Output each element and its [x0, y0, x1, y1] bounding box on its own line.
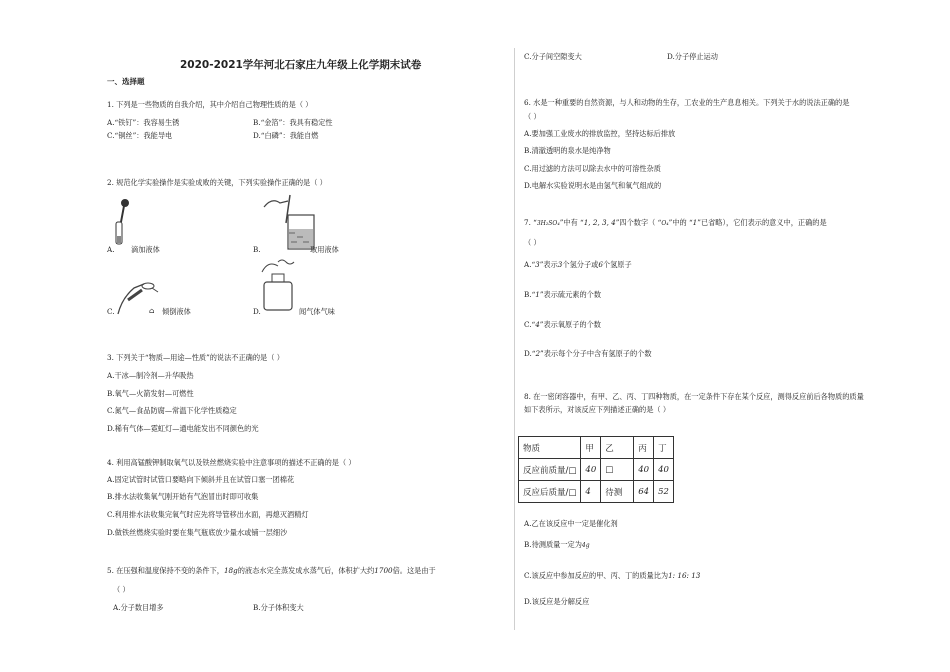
q4-stem: 4. 利用高锰酸钾制取氧气以及铁丝燃烧实验中注意事项的描述不正确的是（ ） — [107, 458, 356, 467]
table-header-row — [519, 437, 674, 459]
q4-option-d: D.做铁丝燃烧实验时要在集气瓶底放少量水或铺一层细沙 — [107, 528, 288, 537]
section-heading: 一、选择题 — [107, 77, 145, 86]
q5-option-d: D.分子停止运动 — [667, 52, 718, 61]
table-header: 物质 — [519, 437, 581, 459]
q6-paren: （ ） — [524, 112, 541, 121]
q7-stem-part4: ”中的 “ — [668, 218, 693, 227]
q8-option-b — [524, 540, 590, 550]
q7-a-num2: 6 — [598, 260, 603, 269]
table-cell: 待测 — [601, 481, 634, 503]
q8-option-d: D.该反应是分解反应 — [524, 597, 590, 606]
q2-option-d-letter: D. — [253, 307, 261, 316]
table-header: 甲 — [581, 437, 601, 459]
q3-option-b: B.氧气—火箭发射—可燃性 — [107, 389, 194, 398]
table-cell: 反应前质量/□ — [519, 459, 581, 481]
q7-c-symbol: 4 — [535, 320, 540, 329]
q7-one: 1 — [692, 218, 698, 227]
q7-a-post: 个氢原子 — [602, 260, 632, 269]
q2-option-a-letter: A. — [107, 245, 115, 254]
q8-stem-line2: 如下表所示，对该反应下列描述正确的是（ ） — [524, 405, 671, 414]
table-header: 丁 — [654, 437, 674, 459]
q8-option-a: A.乙在该反应中一定是催化剂 — [524, 519, 618, 528]
q3-stem: 3. 下列关于“物质—用途—性质”的说法不正确的是（ ） — [107, 353, 284, 362]
test-tube-pour-icon — [112, 278, 168, 322]
table-cell: 52 — [654, 481, 674, 503]
q7-a-mid2: 个氢分子或 — [562, 260, 599, 269]
q3-option-a: A.干冰—制冷剂—升华吸热 — [107, 371, 194, 380]
q7-numbers: 1, 2, 3, 4 — [583, 218, 616, 227]
q7-b-symbol: 1 — [535, 290, 540, 299]
q7-a-mid: ”表示 — [539, 260, 558, 269]
q6-option-c: C.用过滤的方法可以除去水中的可溶性杂质 — [524, 164, 661, 173]
q7-c-post: ”表示氧原子的个数 — [539, 320, 601, 329]
q5-stem-part2: 的液态水完全蒸发成水蒸气后，体积扩大约 — [237, 566, 375, 575]
q7-stem — [524, 218, 827, 228]
q7-a-num: 3 — [557, 260, 563, 269]
q3-option-c: C.氮气—食品防腐—常温下化学性质稳定 — [107, 406, 237, 415]
q2-option-a-label: 滴加液体 — [131, 245, 160, 254]
mass-table — [518, 436, 674, 503]
q5-option-b: B.分子体积变大 — [253, 603, 304, 612]
q4-option-b: B.排水法收集氧气刚开始有气泡冒出时即可收集 — [107, 492, 259, 501]
q8-stem-line1: 8. 在一密闭容器中，有甲、乙、丙、丁四种物质，在一定条件下存在某个反应，测得反应前后各物质的质量 — [524, 392, 864, 401]
q5-stem — [107, 566, 436, 575]
q5-mass: 18g — [223, 566, 238, 575]
q8-b-pre: B.待测质量一定为 — [524, 540, 582, 549]
q6-option-b: B.清澈透明的泉水是纯净物 — [524, 146, 611, 155]
q7-stem-part2: ”中有 “ — [559, 218, 584, 227]
q8-c-value: 1: 16: 13 — [668, 571, 701, 580]
q6-option-d: D.电解水实验说明水是由氢气和氧气组成的 — [524, 181, 662, 190]
q7-formula: 3H₂SO₄ — [536, 220, 560, 227]
page-title: 2020-2021学年河北石家庄九年级上化学期末试卷 — [180, 59, 422, 71]
q7-stem-part1: 7. “ — [524, 218, 537, 227]
q4-option-c: C.利用排水法收集完氧气时应先将导管移出水面，再熄灭酒精灯 — [107, 510, 309, 519]
q2-option-b-label: 取用液体 — [310, 245, 339, 254]
flask-smell-icon — [258, 258, 300, 316]
q7-d-post: ”表示每个分子中含有氢原子的个数 — [540, 349, 652, 358]
table-cell: □ — [601, 459, 634, 481]
column-divider — [514, 48, 515, 630]
q7-stem-part5: ”已省略），它们表示的意义中，正确的是 — [697, 218, 827, 227]
q7-a-symbol: 3 — [535, 260, 540, 269]
q2-option-d-label: 闻气体气味 — [299, 307, 335, 316]
q1-option-b: B.“金箔”：我具有稳定性 — [253, 118, 333, 127]
table-header: 乙 — [601, 437, 634, 459]
q7-d-symbol: 2 — [535, 349, 541, 358]
q4-option-a: A.固定试管时试管口要略向下倾斜并且在试管口塞一团棉花 — [107, 475, 295, 484]
q7-option-c — [524, 320, 601, 329]
table-row — [519, 481, 674, 503]
q5-stem-part3: 倍。这是由于 — [392, 566, 436, 575]
q1-option-a: A.“铁钉”：我容易生锈 — [107, 118, 180, 127]
q7-b-post: ”表示硫元素的个数 — [539, 290, 602, 299]
q7-option-d — [524, 349, 652, 358]
q7-stem-part3: ”四个数字（ “ — [615, 218, 662, 227]
table-cell: 64 — [634, 481, 654, 503]
q8-option-c — [524, 571, 700, 580]
table-cell: 40 — [581, 459, 601, 481]
q7-option-b — [524, 290, 601, 299]
q1-stem: 1. 下列是一些物质的自我介绍，其中介绍自己物理性质的是（ ） — [107, 100, 313, 109]
q7-o4: O₄ — [661, 220, 669, 227]
table-cell: 反应后质量/□ — [519, 481, 581, 503]
table-row — [519, 459, 674, 481]
table-cell: 40 — [634, 459, 654, 481]
q7-c-pre: C.“ — [524, 320, 536, 329]
q2-option-c-letter: C. — [107, 307, 115, 316]
q2-option-b-letter: B. — [253, 245, 261, 254]
q5-option-c: C.分子间空隙变大 — [524, 52, 582, 61]
q6-stem: 6. 水是一种重要的自然资源，与人和动物的生存，工农业的生产息息相关。下列关于水的说法正确的是 — [524, 98, 850, 107]
table-cell: 4 — [581, 481, 601, 503]
q1-option-d: D.“白磷”：我能自燃 — [253, 131, 319, 140]
q1-option-c: C.“铜丝”：我能导电 — [107, 131, 173, 140]
table-header: 丙 — [634, 437, 654, 459]
q2-stem: 2. 规范化学实验操作是实验成败的关键，下列实验操作正确的是（ ） — [107, 178, 327, 187]
q8-c-pre: C.该反应中参加反应的甲、丙、丁的质量比为 — [524, 571, 669, 580]
q5-option-a: A.分子数目增多 — [113, 603, 164, 612]
q5-stem-part1: 5. 在压强和温度保持不变的条件下， — [107, 566, 224, 575]
q6-option-a: A.要加强工业废水的排放监控，坚持达标后排放 — [524, 129, 676, 138]
q3-option-d: D.稀有气体—霓虹灯—通电能发出不同颜色的光 — [107, 424, 259, 433]
table-cell: 40 — [654, 459, 674, 481]
q8-b-value: 4g — [581, 542, 590, 549]
q5-times: 1700 — [374, 566, 393, 575]
q7-paren: （ ） — [524, 238, 541, 247]
q7-d-pre: D.“ — [524, 349, 536, 358]
flame-icon: ⌂ — [149, 306, 155, 315]
q7-b-pre: B.“ — [524, 290, 536, 299]
q7-a-pre: A.“ — [524, 260, 536, 269]
q5-paren: （ ） — [113, 585, 130, 594]
q7-option-a — [524, 260, 632, 269]
q2-option-c-label: 倾倒液体 — [162, 307, 191, 316]
